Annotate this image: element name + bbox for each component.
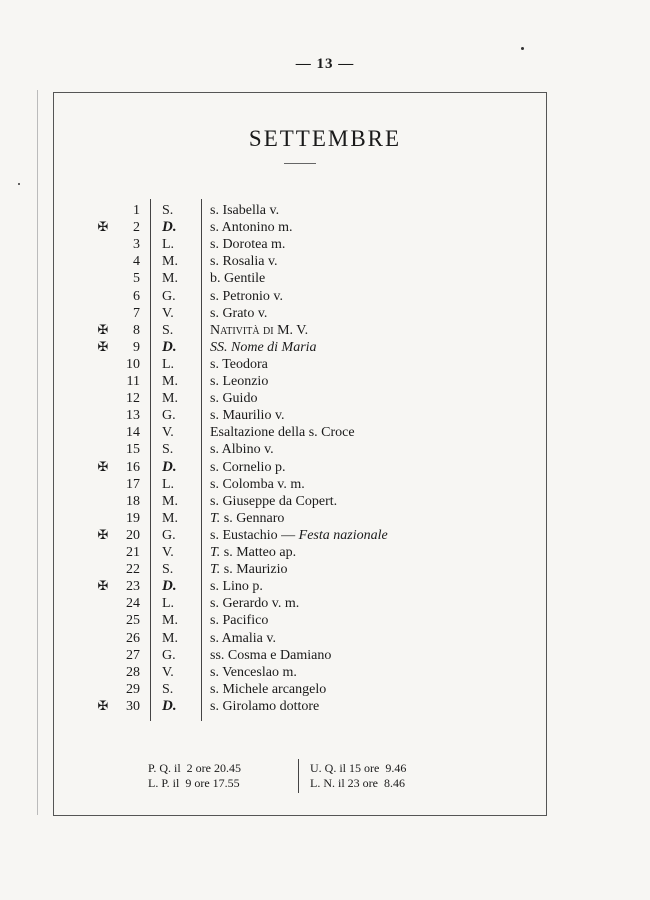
cross-pattee-icon: ✠ [97,459,109,475]
day-number: 6 [133,288,140,304]
day-row [0,390,650,407]
saint-of-day [210,595,299,612]
day-number: 3 [133,237,140,253]
day-number: 13 [126,408,140,424]
day-number: 18 [126,493,140,509]
day-number: 5 [133,271,140,287]
day-row [0,527,650,544]
weekday-abbr: M. [162,271,178,287]
saint-name: s. Maurilio v. [210,408,285,424]
saint-name: s. Isabella v. [210,203,280,218]
saint-of-day [210,544,296,561]
day-row [0,493,650,510]
day-number: 15 [126,442,140,458]
saint-name: s. Guido [210,391,258,407]
saint-of-day [210,527,388,544]
day-row [0,630,650,647]
day-row [0,664,650,681]
day-row [0,322,650,339]
day-number: 19 [126,510,140,526]
day-row [0,407,650,424]
weekday-abbr: S. [162,681,174,697]
day-row [0,681,650,698]
saint-name: SS. Nome di Maria [210,339,317,355]
saint-name: s. Giuseppe da Copert. [210,493,338,509]
saint-of-day [210,270,265,287]
saint-of-day [210,493,337,510]
day-row [0,612,650,629]
saint-of-day [210,390,257,407]
saint-of-day [210,612,268,629]
saint-name: s. Dorotea m. [210,237,286,253]
saint-name: b. Gentile [210,271,266,287]
day-number: 17 [126,476,140,492]
day-number: 8 [133,322,140,338]
saint-of-day [210,253,278,270]
day-prefix: T. [210,510,221,526]
saint-name: s. Lino p. [210,579,263,595]
page-number: — 13 — [295,56,355,72]
day-row [0,356,650,373]
weekday-abbr: M. [162,613,178,629]
day-row [0,236,650,253]
day-row [0,270,650,287]
saint-of-day [210,510,284,527]
weekday-abbr: L. [162,237,175,253]
weekday-abbr: D. [162,578,177,595]
day-number: 9 [133,339,140,355]
day-row [0,424,650,441]
print-speck [18,183,20,185]
saint-of-day [210,424,355,441]
moon-phase-separator [298,759,299,793]
saint-of-day [210,288,283,305]
saint-name: Esaltazione della s. Croce [210,425,355,441]
saint-name: s. Cornelio p. [210,459,286,475]
weekday-abbr: M. [162,391,178,407]
saint-of-day [210,476,305,493]
cross-pattee-icon: ✠ [97,339,109,355]
day-row [0,288,650,305]
cross-pattee-icon: ✠ [97,322,109,338]
saint-name: s. Albino v. [210,442,274,458]
weekday-abbr: M. [162,374,178,389]
day-number: 27 [126,647,140,663]
weekday-abbr: L. [162,476,175,492]
saint-of-day [210,322,308,339]
saint-of-day [210,236,285,253]
saint-name: s. Grato v. [210,305,268,321]
saint-name: s. Pacifico [210,613,269,629]
saint-name: s. Colomba v. m. [210,476,305,492]
day-prefix: T. [210,545,221,560]
day-number: 4 [133,254,140,270]
day-number: 26 [126,630,140,646]
weekday-abbr: L. [162,596,175,612]
saint-of-day [210,630,276,647]
weekday-abbr: V. [162,664,174,680]
moon-phase-new-moon: L. N. il 23 ore 8.46 [310,776,405,790]
cross-pattee-icon: ✠ [97,220,109,236]
weekday-abbr: M. [162,254,178,270]
saint-of-day [210,664,297,681]
weekday-abbr: M. [162,630,178,646]
day-number: 2 [133,220,140,236]
day-row [0,339,650,356]
day-number: 29 [126,681,140,697]
saint-name: s. Girolamo dottore [210,698,320,714]
saint-name: s. Eustachio — [210,527,299,543]
weekday-abbr: S. [162,562,174,578]
day-number: 21 [126,545,140,560]
weekday-abbr: D. [162,338,177,355]
weekday-abbr: S. [162,442,174,458]
saint-of-day [210,305,267,322]
saint-name: s. Leonzio [210,374,269,389]
saint-name: s. Matteo ap. [223,545,297,560]
month-title: SETTEMBRE [248,126,402,151]
day-row [0,595,650,612]
day-number: 24 [126,596,140,612]
saint-of-day [210,339,317,356]
saint-of-day [210,407,285,424]
title-divider [284,163,316,164]
day-row [0,647,650,664]
print-speck [521,47,524,50]
day-number: 10 [126,356,140,372]
saint-name: s. Antonino m. [210,220,293,236]
day-row [0,441,650,458]
holiday-note: Festa nazionale [298,527,388,543]
day-row [0,305,650,322]
day-row [0,253,650,270]
moon-phase-last-quarter: U. Q. il 15 ore 9.46 [310,761,407,775]
saint-name: s. Gennaro [223,510,285,526]
day-row [0,219,650,236]
day-number: 14 [126,425,140,441]
day-number: 28 [126,664,140,680]
day-number: 7 [133,305,140,321]
saint-of-day [210,459,285,476]
weekday-abbr: G. [162,288,176,304]
day-number: 20 [126,527,140,543]
day-row [0,459,650,476]
weekday-abbr: S. [162,203,174,218]
moon-phase-first-quarter: P. Q. il 2 ore 20.45 [148,761,241,775]
weekday-abbr: V. [162,305,174,321]
cross-pattee-icon: ✠ [97,698,109,714]
day-number: 22 [126,562,140,578]
day-row [0,578,650,595]
saint-name: s. Amalia v. [210,630,276,646]
saint-of-day [210,647,331,664]
moon-phase-full-moon: L. P. il 9 ore 17.55 [148,776,240,790]
saint-name: s. Venceslao m. [210,664,297,680]
day-row [0,202,650,219]
saint-name: s. Gerardo v. m. [210,596,300,612]
saint-name: s. Michele arcangelo [210,681,327,697]
saint-of-day [210,578,263,595]
weekday-abbr: V. [162,545,174,560]
weekday-abbr: D. [162,697,177,714]
saint-of-day [210,698,319,715]
weekday-abbr: V. [162,425,174,441]
day-prefix: T. [210,562,221,578]
day-number: 11 [126,374,140,389]
saint-of-day [210,202,279,219]
weekday-abbr: G. [162,527,176,543]
day-row [0,510,650,527]
saint-name: Natività di M. V. [210,322,309,338]
saint-of-day [210,373,268,390]
saint-of-day [210,441,274,458]
day-row [0,698,650,715]
saint-of-day [210,219,292,236]
saint-name: s. Maurizio [223,562,288,578]
saint-name: s. Teodora [210,356,268,372]
saint-of-day [210,356,268,373]
day-number: 1 [133,203,140,218]
day-row [0,476,650,493]
saint-of-day [210,681,326,698]
saint-name: s. Petronio v. [210,288,283,304]
weekday-abbr: S. [162,322,174,338]
cross-pattee-icon: ✠ [97,527,109,543]
weekday-abbr: D. [162,458,177,475]
saint-of-day [210,561,288,578]
day-row [0,561,650,578]
weekday-abbr: D. [162,219,177,236]
weekday-abbr: G. [162,647,176,663]
day-row [0,544,650,561]
day-number: 25 [126,613,140,629]
weekday-abbr: M. [162,493,178,509]
day-number: 30 [126,698,140,714]
day-number: 23 [126,579,140,595]
saint-name: s. Rosalia v. [210,254,278,270]
weekday-abbr: M. [162,510,178,526]
weekday-abbr: G. [162,408,176,424]
day-row [0,373,650,390]
cross-pattee-icon: ✠ [97,579,109,595]
day-number: 12 [126,391,140,407]
weekday-abbr: L. [162,356,175,372]
saint-name: ss. Cosma e Damiano [210,647,332,663]
day-number: 16 [126,459,140,475]
